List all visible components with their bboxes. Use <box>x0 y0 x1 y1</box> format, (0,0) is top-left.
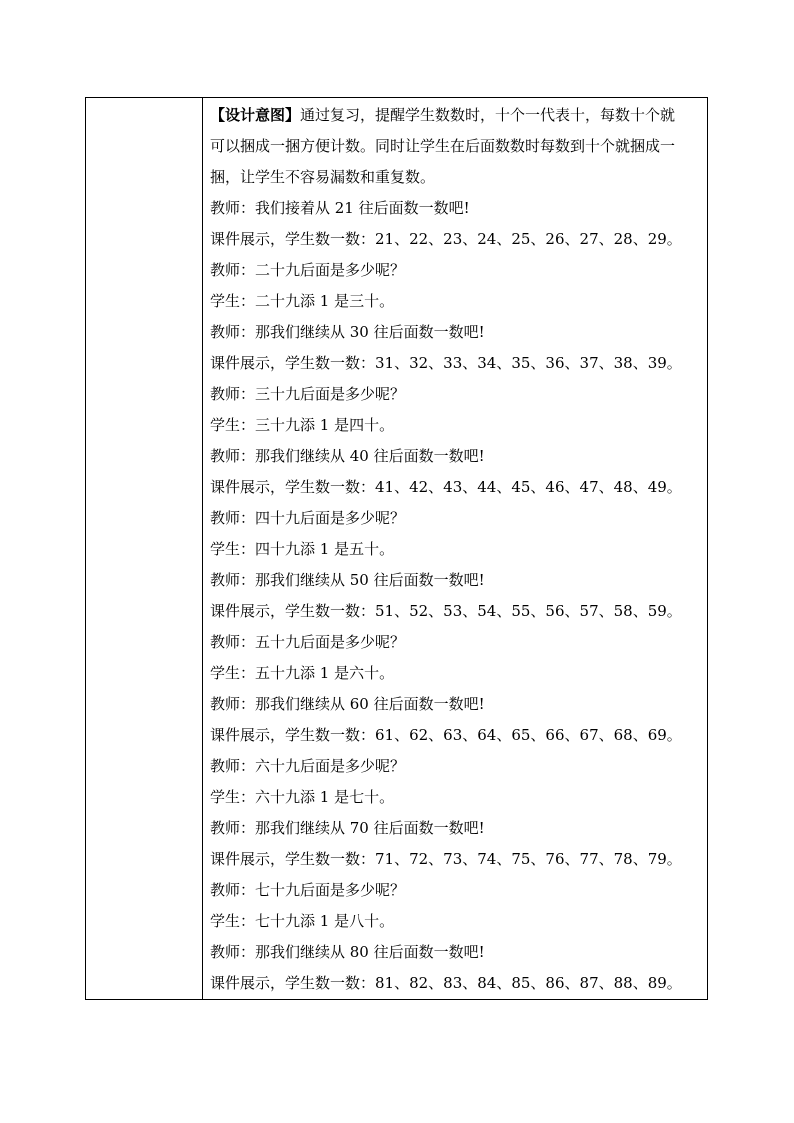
design-intent-text-1: 通过复习，提醒学生数数时，十个一代表十，每数十个就 <box>300 106 676 124</box>
lesson-table <box>85 97 708 1000</box>
content-cell <box>203 98 708 1000</box>
dialogue-line: 课件展示，学生数一数：51、52、53、54、55、56、57、58、59。 <box>210 602 682 620</box>
dialogue-line: 学生：七十九添 1 是八十。 <box>210 912 395 930</box>
dialogue-line: 教师：那我们继续从 30 往后面数一数吧! <box>210 323 485 341</box>
dialogue-line: 学生：三十九添 1 是四十。 <box>210 416 395 434</box>
dialogue-line: 教师：那我们继续从 60 往后面数一数吧! <box>210 695 485 713</box>
dialogue-line: 课件展示，学生数一数：81、82、83、84、85、86、87、88、89。 <box>210 974 682 992</box>
dialogue-line: 教师：五十九后面是多少呢？ <box>210 633 406 651</box>
table-row <box>86 98 708 1000</box>
content-block <box>203 98 707 999</box>
design-intent-line-2: 可以捆成一捆方便计数。同时让学生在后面数数时每数到十个就捆成一 <box>210 137 676 155</box>
dialogue-line: 课件展示，学生数一数：61、62、63、64、65、66、67、68、69。 <box>210 726 682 744</box>
dialogue-line: 课件展示，学生数一数：21、22、23、24、25、26、27、28、29。 <box>210 230 682 248</box>
dialogue-line: 课件展示，学生数一数：71、72、73、74、75、76、77、78、79。 <box>210 850 682 868</box>
dialogue-line: 学生：五十九添 1 是六十。 <box>210 664 395 682</box>
dialogue-line: 教师：那我们继续从 40 往后面数一数吧! <box>210 447 485 465</box>
dialogue-line: 学生：四十九添 1 是五十。 <box>210 540 395 558</box>
dialogue-line: 教师：那我们继续从 50 往后面数一数吧! <box>210 571 485 589</box>
dialogue-list <box>210 193 703 999</box>
dialogue-line: 教师：六十九后面是多少呢？ <box>210 757 406 775</box>
dialogue-line: 学生：六十九添 1 是七十。 <box>210 788 395 806</box>
dialogue-line: 教师：三十九后面是多少呢？ <box>210 385 406 403</box>
dialogue-line: 教师：那我们继续从 70 往后面数一数吧! <box>210 819 485 837</box>
left-empty-cell <box>86 98 203 1000</box>
dialogue-line: 教师：二十九后面是多少呢？ <box>210 261 406 279</box>
dialogue-line: 课件展示，学生数一数：31、32、33、34、35、36、37、38、39。 <box>210 354 682 372</box>
dialogue-line: 学生：二十九添 1 是三十。 <box>210 292 395 310</box>
dialogue-line: 教师：四十九后面是多少呢？ <box>210 509 406 527</box>
design-intent-line-1 <box>210 100 703 131</box>
design-intent-label: 【设计意图】 <box>210 106 301 124</box>
dialogue-line: 课件展示，学生数一数：41、42、43、44、45、46、47、48、49。 <box>210 478 682 496</box>
dialogue-line: 教师：七十九后面是多少呢？ <box>210 881 406 899</box>
dialogue-line: 教师：我们接着从 21 往后面数一数吧! <box>210 199 470 217</box>
dialogue-line: 教师：那我们继续从 80 往后面数一数吧! <box>210 943 485 961</box>
design-intent-line-3: 捆，让学生不容易漏数和重复数。 <box>210 168 436 186</box>
